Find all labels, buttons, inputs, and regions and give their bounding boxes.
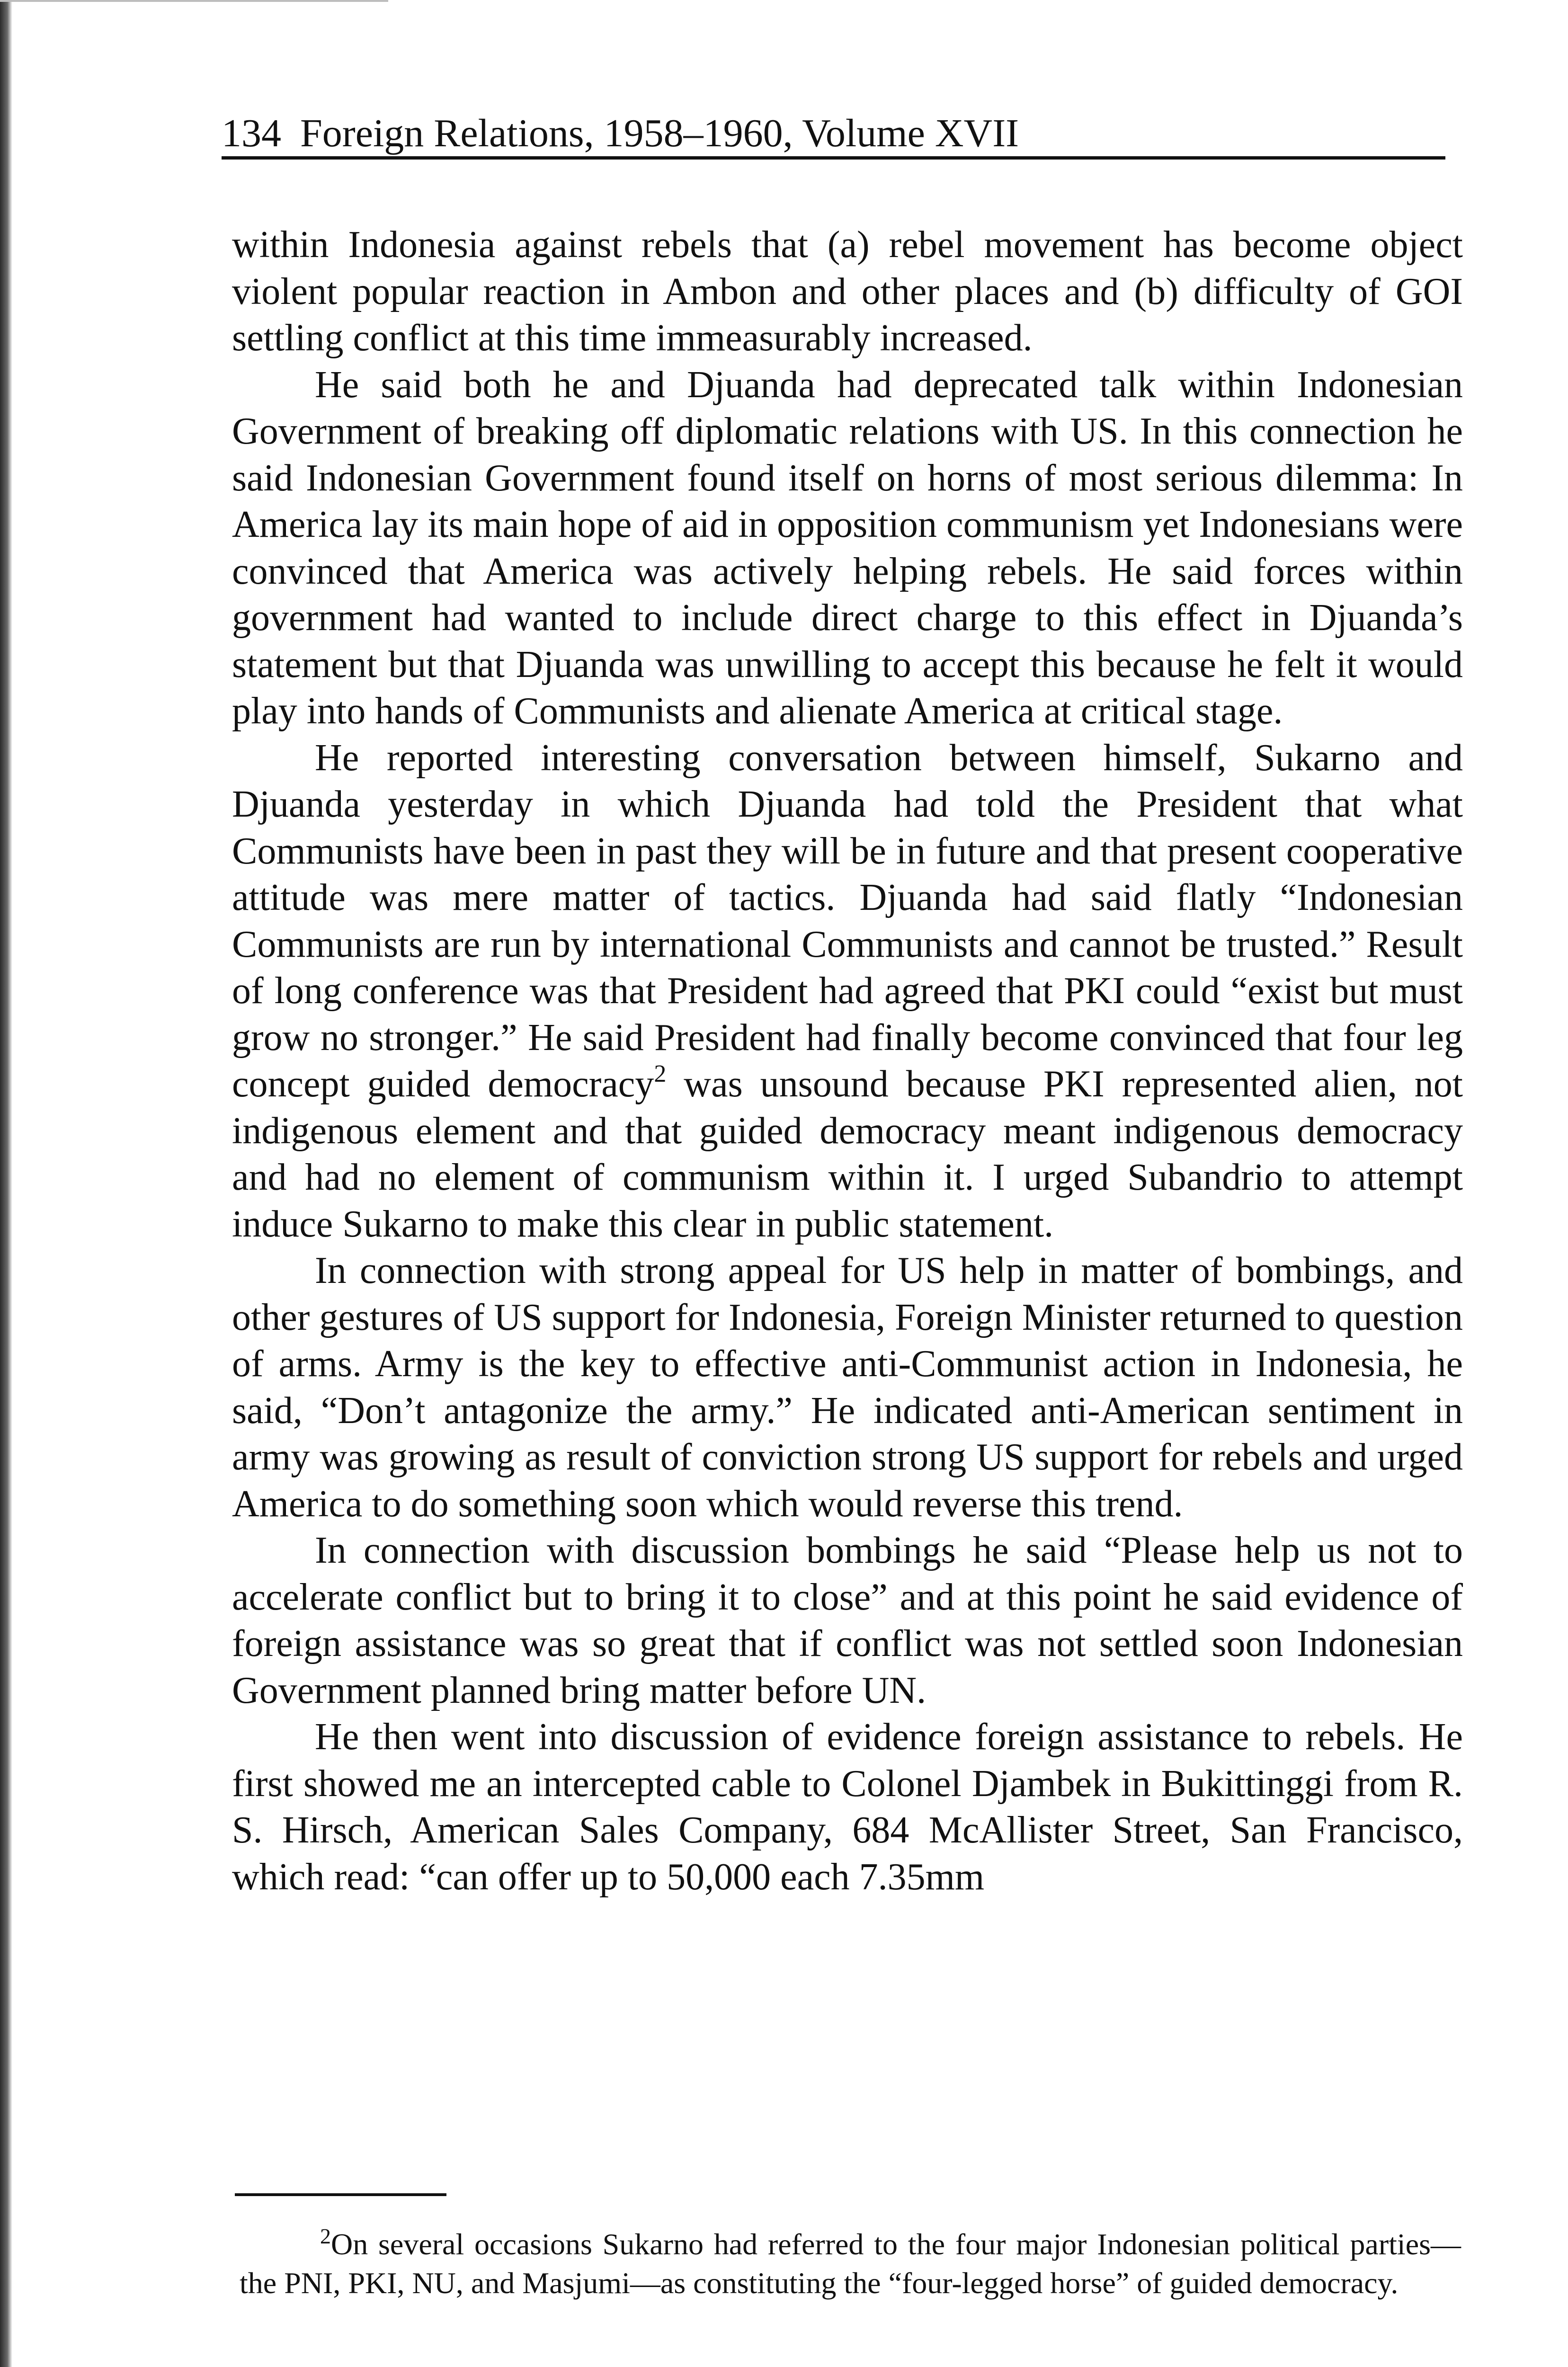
footnote-ref-2[interactable]: 2	[654, 1060, 667, 1087]
scan-mark-top	[0, 0, 388, 2]
paragraph-6: He then went into discussion of evidence foreign assistance to rebels. He first showed me an intercepted cable to Colonel Djambek in Bukittinggi from R. S. Hirsch, American Sales Company, 684 McAllister Street, San Francisco, which read: “can offer up to 50,000 each 7.35mm	[232, 1716, 1463, 1898]
main-text	[232, 222, 1463, 1900]
page-number: 134	[222, 111, 281, 155]
running-head	[222, 110, 1445, 157]
scan-shadow-left	[0, 0, 12, 2367]
footnote-rule	[235, 2193, 446, 2196]
paragraph-3	[232, 735, 1463, 1248]
paragraph-5: In connection with discussion bombings he said “Please help us not to accelerate conflict but to bring it to close” and at this point he said evidence of foreign assistance was so great that if conflict was not settled soon Indonesian Government planned bring matter before UN.	[232, 1530, 1463, 1711]
paragraph-1: within Indonesia against rebels that (a) rebel movement has become object violent popular reaction in Ambon and other places and (b) difficulty of GOI settling conflict at this time immeasurably increased.	[232, 224, 1463, 359]
footnote-2-paragraph	[240, 2225, 1461, 2303]
footnote-2	[240, 2225, 1461, 2303]
paragraph-4: In connection with strong appeal for US help in matter of bombings, and other gestures of US support for Indonesia, Foreign Minister returned to question of arms. Army is the key to effective anti-Communist action in Indonesia, he said, “Don’t antagonize the army.” He indicated anti-American sentiment in army was growing as result of conviction strong US support for rebels and urged America to do something soon which would reverse this trend.	[232, 1250, 1463, 1525]
paragraph-3-text-b: was unsound because PKI represented alien, not indigenous element and that guided democracy meant indigenous democracy and had no element of communism within it. I urged Subandrio to attempt induce Sukarno to make this clear in public statement.	[232, 1063, 1463, 1245]
paragraph-3-text-a: He reported interesting conversation between himself, Sukarno and Djuanda yesterday in which Djuanda had told the President that what Communists have been in past they will be in future and that present cooperative attitude was mere matter of tactics. Djuanda had said flatly “Indonesian Communists are run by international Communists and cannot be trusted.” Result of long conference was that President had agreed that PKI could “exist but must grow no stronger.” He said President had finally become convinced that four leg concept guided democracy	[232, 737, 1463, 1105]
running-title: Foreign Relations, 1958–1960, Volume XVII	[300, 111, 1019, 155]
paragraph-2: He said both he and Djuanda had deprecated talk within Indonesian Government of breaking off diplomatic relations with US. In this connection he said Indonesian Government found itself on horns of most serious dilemma: In America lay its main hope of aid in opposition communism yet Indonesians were convinced that America was actively helping rebels. He said forces within government had wanted to include direct charge to this effect in Djuanda’s statement but that Djuanda was unwilling to accept this because he felt it would play into hands of Communists and alienate America at critical stage.	[232, 364, 1463, 732]
header-rule	[222, 156, 1445, 160]
footnote-2-marker: 2	[320, 2224, 331, 2248]
footnote-2-text: On several occasions Sukarno had referred to the four major Indonesian political parties—the PNI, PKI, NU, and Masjumi—as constituting the “four-legged horse” of guided democracy.	[240, 2227, 1461, 2300]
